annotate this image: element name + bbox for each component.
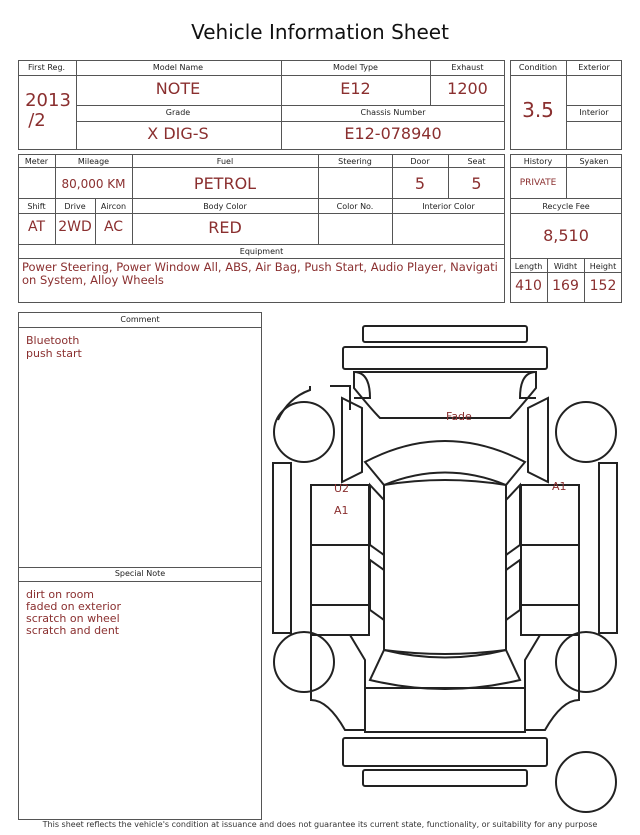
- grade-value: X DIG-S: [147, 124, 209, 143]
- first-reg-label: First Reg.: [27, 63, 66, 72]
- height-value: 152: [589, 278, 617, 294]
- diagram-mark-a1-left: A1: [334, 504, 349, 517]
- seat-value: 5: [471, 174, 482, 193]
- chassis-label: Chassis Number: [360, 108, 426, 117]
- steering-label: Steering: [338, 157, 372, 166]
- history-value: PRIVATE: [519, 178, 557, 188]
- spare-wheel: [556, 752, 616, 812]
- height-label: Height: [589, 262, 617, 271]
- mileage-label: Mileage: [77, 157, 110, 166]
- disclaimer-footer: This sheet reflects the vehicle's condition at issuance and does not guarantee its current state, functionality, or suitability for any purpose: [42, 820, 598, 829]
- comment-label: Comment: [120, 315, 160, 324]
- left-rear-quarter: [311, 605, 369, 635]
- chassis-value: E12-078940: [344, 124, 442, 143]
- front-left-headlamp: [354, 372, 370, 398]
- fuel-value: PETROL: [193, 174, 257, 193]
- aircon-value: AC: [103, 219, 124, 235]
- trunk: [365, 688, 525, 732]
- rear-bumper-bottom: [363, 770, 527, 786]
- cabin-outline: [342, 398, 362, 482]
- car-damage-diagram: [270, 320, 630, 820]
- comment-line-2: push start: [26, 347, 82, 360]
- special-note-line-4: scratch and dent: [26, 624, 120, 637]
- front-bumper: [343, 347, 547, 369]
- drive-label: Drive: [64, 202, 86, 211]
- history-label: History: [523, 157, 553, 166]
- left-lower-side: [311, 635, 365, 730]
- model-type-label: Model Type: [333, 63, 378, 72]
- special-note-line-2: faded on exterior: [26, 600, 122, 613]
- front-right-headlamp: [520, 372, 536, 398]
- body-color-value: RED: [208, 218, 242, 237]
- recycle-fee-value: 8,510: [543, 226, 589, 245]
- length-value: 410: [515, 278, 542, 294]
- shift-value: AT: [27, 219, 46, 235]
- right-front-window: [506, 485, 520, 555]
- color-no-label: Color No.: [336, 202, 374, 211]
- special-note-label: Special Note: [114, 569, 166, 578]
- roof: [384, 480, 506, 654]
- exterior-label: Exterior: [578, 63, 610, 72]
- first-reg-month: /2: [28, 110, 46, 131]
- width-label: Widht: [553, 262, 578, 271]
- comment-line-1: Bluetooth: [26, 334, 80, 347]
- shift-label: Shift: [27, 202, 46, 211]
- mileage-value: 80,000 KM: [61, 177, 126, 191]
- model-name-value: NOTE: [155, 79, 201, 98]
- meter-label: Meter: [24, 157, 49, 166]
- right-rear-quarter: [521, 605, 579, 635]
- rear-right-door: [521, 545, 579, 605]
- width-value: 169: [552, 278, 579, 294]
- model-type-value: E12: [340, 79, 371, 98]
- right-rear-window: [506, 560, 520, 620]
- comment-box: [18, 312, 262, 820]
- diagram-mark-u2: U2: [334, 482, 350, 495]
- rear-glass: [370, 650, 520, 689]
- diagram-mark-fade: Fade: [446, 410, 472, 423]
- rear-left-door: [311, 545, 369, 605]
- interior-color-label: Interior Color: [422, 202, 475, 211]
- sheet-title: Vehicle Information Sheet: [191, 20, 449, 44]
- front-right-wheel: [556, 402, 616, 462]
- right-lower-side: [525, 635, 579, 730]
- front-bumper-top: [363, 326, 527, 342]
- fuel-label: Fuel: [216, 157, 234, 166]
- rear-right-wheel: [556, 632, 616, 692]
- door-label: Door: [410, 157, 430, 166]
- equipment-label: Equipment: [239, 247, 284, 256]
- length-label: Length: [514, 262, 543, 271]
- recycle-fee-label: Recycle Fee: [542, 202, 590, 211]
- condition-score: 3.5: [522, 98, 554, 122]
- condition-label: Condition: [518, 63, 558, 72]
- body-color-label: Body Color: [203, 202, 247, 211]
- drive-value: 2WD: [58, 219, 92, 235]
- front-right-door: [521, 485, 579, 545]
- exhaust-label: Exhaust: [451, 63, 484, 72]
- seat-label: Seat: [467, 157, 486, 166]
- rear-left-wheel: [274, 632, 334, 692]
- special-note-line-1: dirt on room: [26, 588, 95, 601]
- left-side-strip-front: [273, 463, 291, 633]
- aircon-label: Aircon: [100, 202, 127, 211]
- left-rear-window: [370, 560, 384, 620]
- cabin-outline-right: [528, 398, 548, 482]
- special-note-line-3: scratch on wheel: [26, 612, 120, 625]
- exhaust-value: 1200: [447, 79, 488, 98]
- left-front-window: [370, 485, 384, 555]
- first-reg-year: 2013: [25, 90, 71, 111]
- interior-label: Interior: [579, 108, 609, 117]
- rear-bumper: [343, 738, 547, 766]
- hood: [354, 372, 536, 418]
- windshield: [365, 441, 525, 485]
- equipment-value: Power Steering, Power Window All, ABS, Air Bag, Push Start, Audio Player, Navigation System, Alloy Wheels: [22, 260, 498, 287]
- right-side-strip-front: [599, 463, 617, 633]
- syaken-label: Syaken: [579, 157, 609, 166]
- door-value: 5: [414, 174, 426, 193]
- diagram-mark-a1-right: A1: [552, 480, 567, 493]
- model-name-label: Model Name: [152, 63, 204, 72]
- grade-label: Grade: [165, 108, 191, 117]
